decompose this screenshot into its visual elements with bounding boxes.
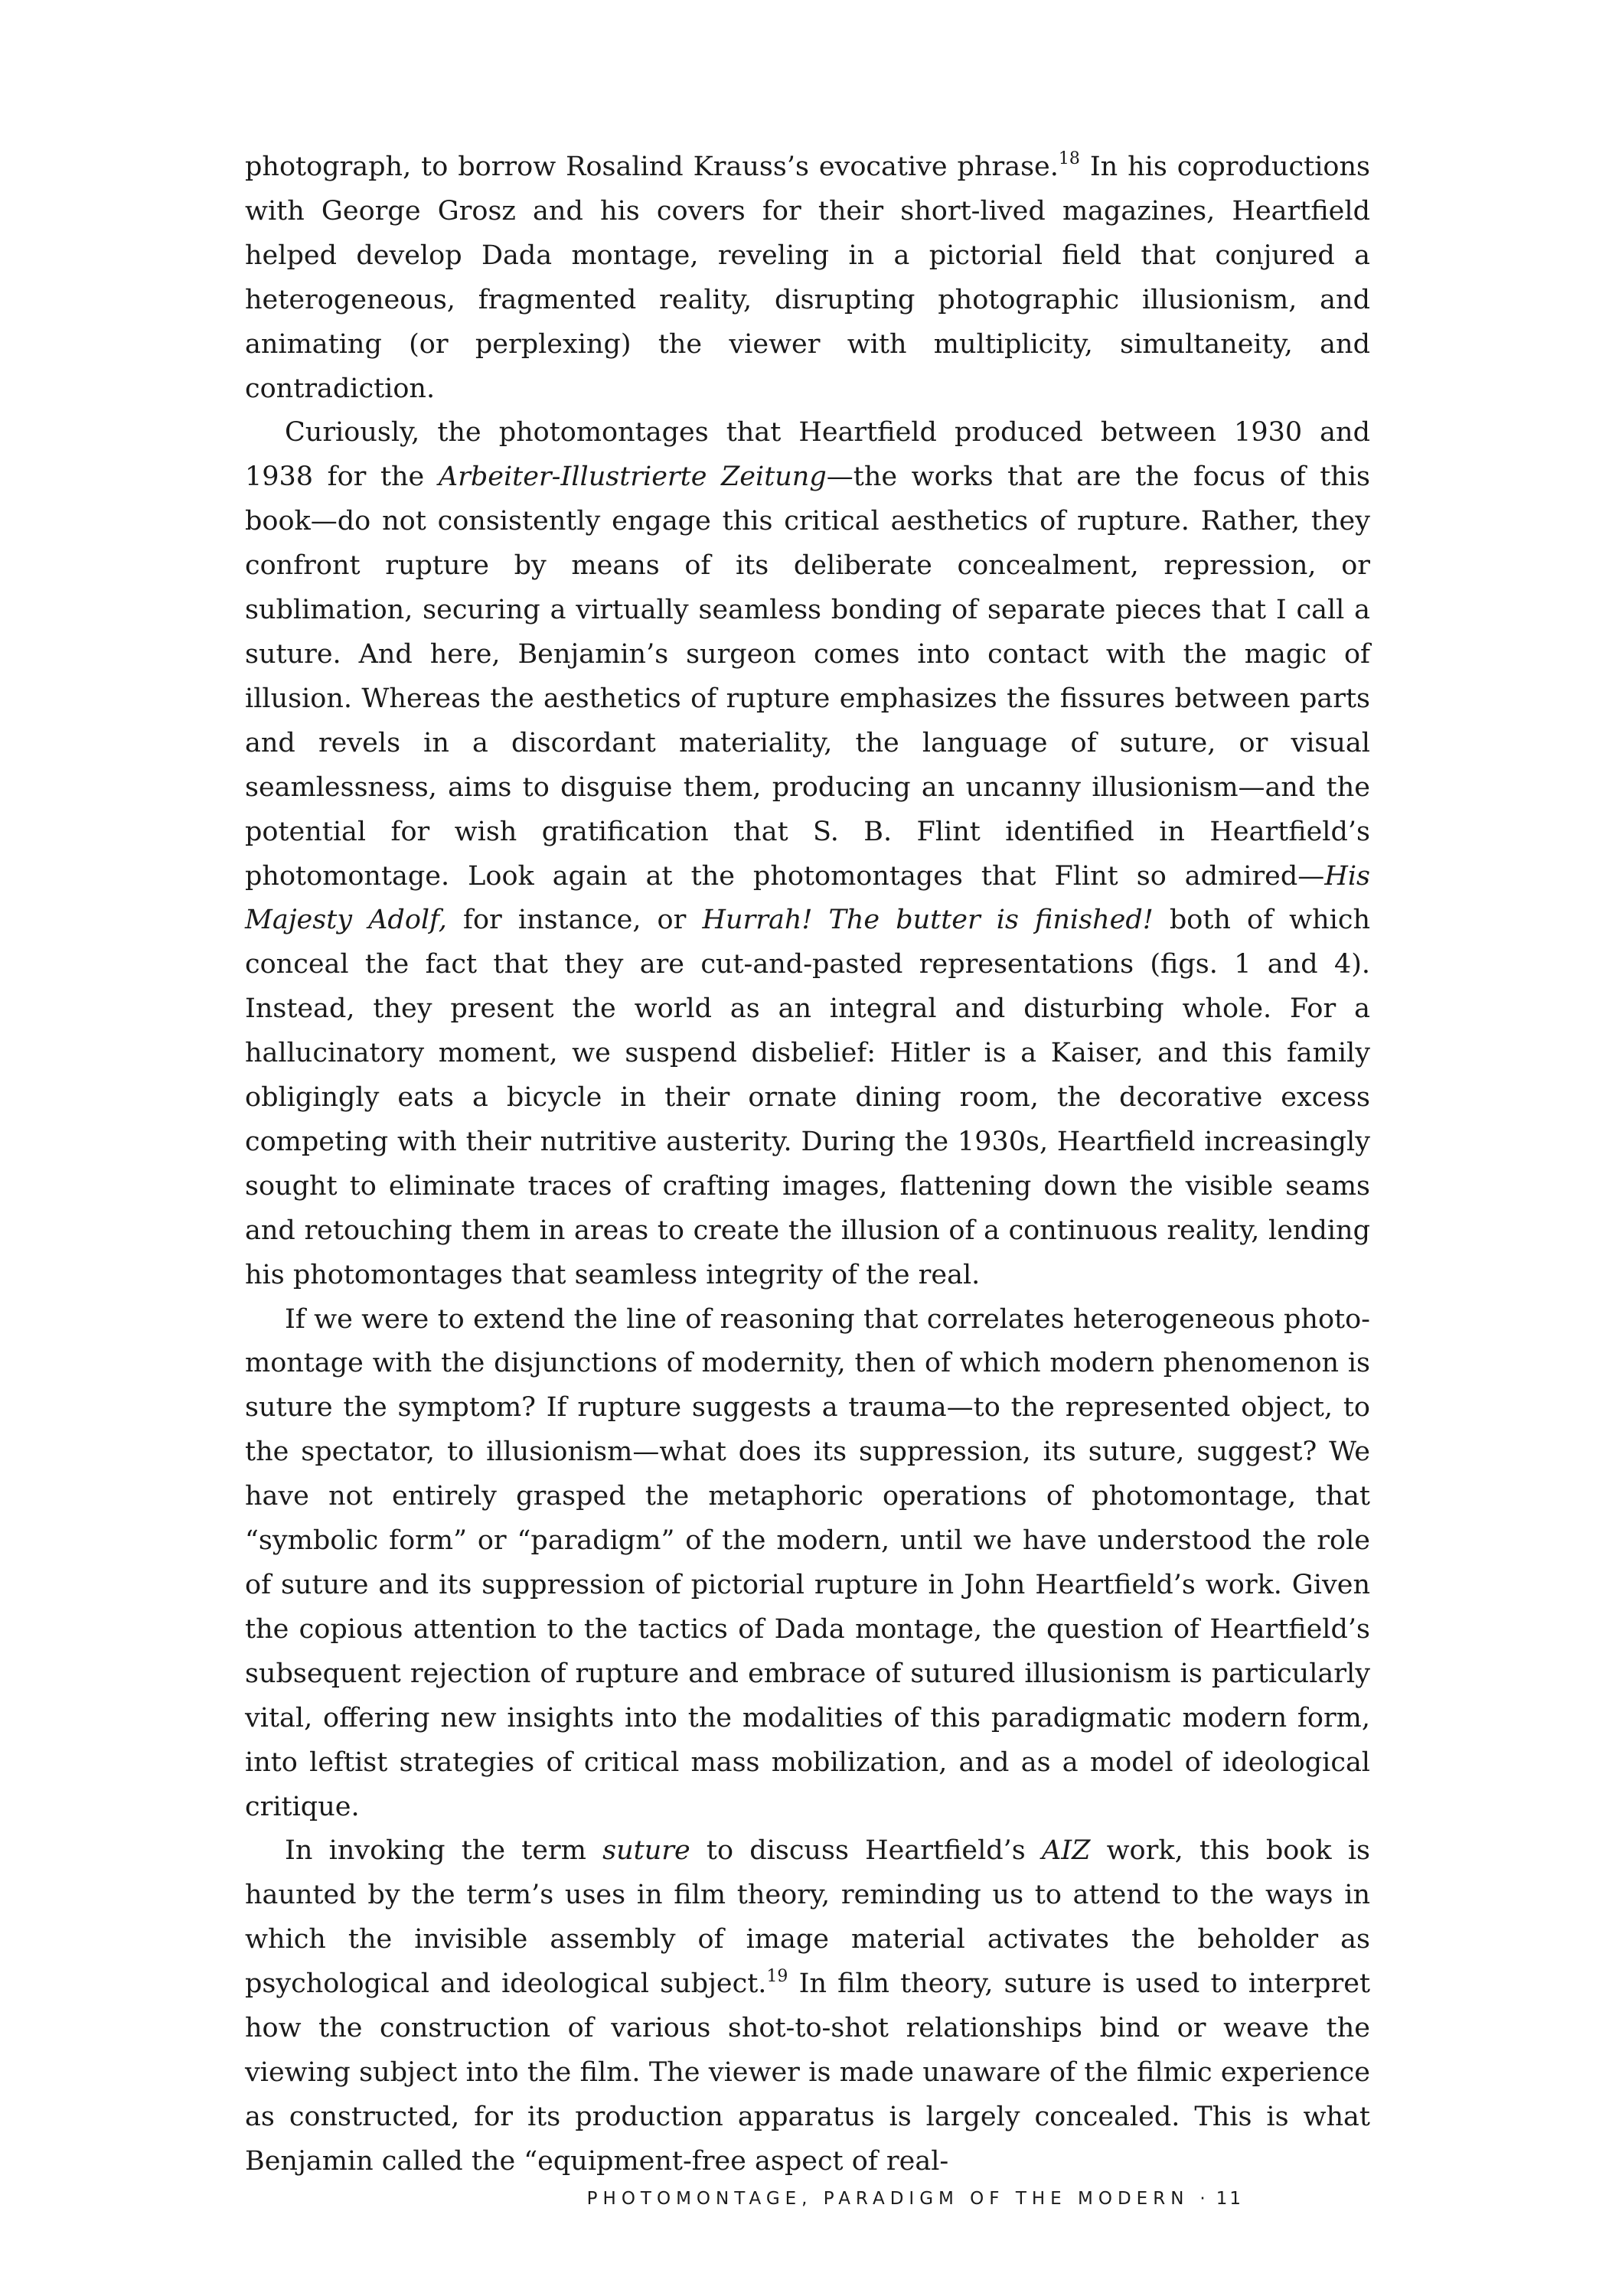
footnote-marker: 19: [766, 1966, 788, 1986]
italic-text: Arbeiter-Illustrierte Zeitung: [438, 461, 827, 493]
text-run: —the works that are the focus of this book—do not consistently engage this critical aesthetics of rupture. Rather, they confront rupture by means of its deliberate concealment, repression, or sublimation, securing a virtually seamless bonding of separate pieces that I call a suture. And here, Benjamin’s surgeon comes into contact with the magic of illusion. Whereas the aesthetics of rupture emphasizes the fissures between parts and revels in a discordant materiality, the language of suture, or visual seamlessness, aims to disguise them, producing an uncanny illusionism—and the potential for wish gratification that S. B. Flint identified in Heartfield’s photomontage. Look again at the photomontages that Flint so admired—: [245, 461, 1370, 892]
italic-text: Hurrah! The butter is finished!: [702, 905, 1154, 936]
text-run: If we were to extend the line of reasoning that correlates heterogeneous photomontage with the disjunctions of modernity, then of which modern phenomenon is suture the symptom? If rupture suggests a trauma—to the represented object, to the spectator, to illusionism—what does its suppression, its suture, suggest? We have not entirely grasped the metaphoric operations of photomontage, that “symbolic form” or “paradigm” of the modern, until we have understood the role of suture and its suppression of pictorial rupture in John Heartfield’s work. Given the copious attention to the tactics of Dada montage, the question of Heartfield’s subsequent rejection of rupture and embrace of sutured illusionism is particularly vital, offering new insights into the modalities of this paradigmatic modern form, into leftist strategies of critical mass mobilization, and as a model of ideological critique.: [245, 1303, 1370, 1822]
footnote-marker: 18: [1058, 149, 1080, 169]
footer-separator: ·: [1199, 2189, 1206, 2209]
text-run: In invoking the term: [285, 1835, 603, 1867]
paragraph: [245, 145, 1370, 411]
italic-text: His Majesty Adolf,: [245, 860, 1370, 936]
text-run: both of which conceal the fact that they are cut-and-pasted representations (figs. 1 and 4). Instead, they present the world as an integral and disturbing whole. For a hallucinatory moment, we suspend disbelief: Hitler is a Kaiser, and this family obligingly eats a bicycle in their ornate dining room, the decorative excess competing with their nutritive austerity. During the 1930s, Heartfield increasingly sought to eliminate traces of crafting images, flattening down the visible seams and retouching them in areas to create the illusion of a continuous reality, lending his photomontages that seamless integrity of the real.: [245, 905, 1371, 1290]
italic-text: AIZ: [1041, 1835, 1091, 1867]
text-run: In his coproductions with George Grosz and his covers for their short-lived magazines, Heartfield helped develop Dada montage, reveling in a pictorial field that conjured a heterogeneous, fragmented reality, disrupting photographic illusionism, and animating (or perplexing) the viewer with multiplicity, simultaneity, and contradiction.: [245, 152, 1370, 404]
text-run: work, this book is haunted by the term’s uses in film theory, reminding us to attend to the ways in which the invisible assembly of image material activates the beholder as psychological and ideological subject.: [245, 1835, 1370, 2000]
text-run: Curiously, the photomontages that Heartfield produced between 1930 and 1938 for the: [245, 417, 1370, 493]
text-run: to discuss Heartfield’s: [690, 1835, 1042, 1867]
paragraph: [245, 411, 1370, 1297]
text-run: photograph, to borrow Rosalind Krauss’s evocative phrase.: [245, 152, 1059, 182]
running-head: PHOTOMONTAGE, PARADIGM OF THE MODERN: [586, 2189, 1190, 2209]
text-run: In film theory, suture is used to interpret how the construction of various shot-to-shot relationships bind or weave the viewing subject into the film. The viewer is made unaware of the filmic experience as constructed, for its production apparatus is largely concealed. This is what Benjamin called the “equipment-free aspect of real-: [245, 1968, 1371, 2177]
page-number: 11: [1216, 2189, 1243, 2209]
paragraph: [245, 1298, 1370, 1830]
italic-text: suture: [602, 1835, 690, 1867]
text-run: for instance, or: [446, 905, 703, 936]
body-text: [245, 145, 1370, 2184]
paragraph: [245, 1829, 1370, 2183]
running-footer: [0, 2189, 1243, 2209]
